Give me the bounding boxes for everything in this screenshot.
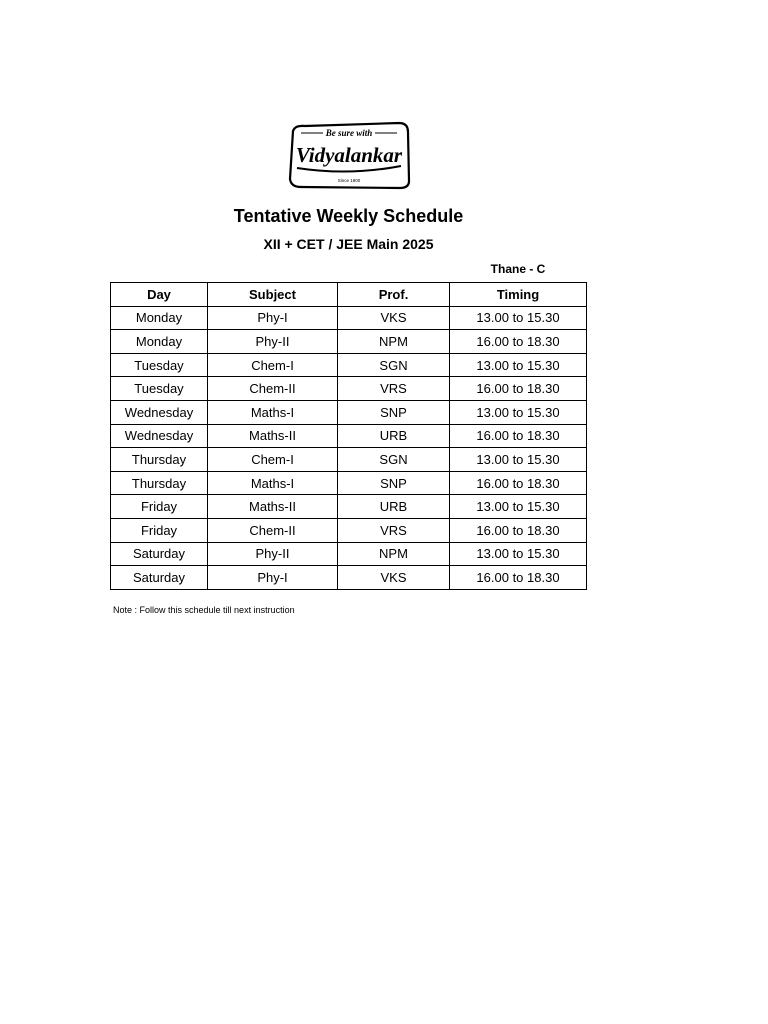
table-row <box>111 400 587 424</box>
cell-timing: 13.00 to 15.30 <box>450 542 587 566</box>
cell-day: Wednesday <box>111 400 208 424</box>
cell-timing: 16.00 to 18.30 <box>450 424 587 448</box>
branch-label: Thane - C <box>490 262 546 276</box>
table-row <box>111 566 587 590</box>
header-prof: Prof. <box>338 283 450 307</box>
cell-timing: 13.00 to 15.30 <box>450 495 587 519</box>
cell-day: Tuesday <box>111 377 208 401</box>
cell-subject: Phy-I <box>208 306 338 330</box>
page-subtitle: XII + CET / JEE Main 2025 <box>263 236 434 252</box>
cell-day: Friday <box>111 518 208 542</box>
cell-subject: Phy-II <box>208 542 338 566</box>
cell-subject: Maths-II <box>208 424 338 448</box>
cell-timing: 16.00 to 18.30 <box>450 471 587 495</box>
cell-prof: NPM <box>338 542 450 566</box>
schedule-table <box>110 282 587 590</box>
cell-prof: SGN <box>338 353 450 377</box>
cell-day: Wednesday <box>111 424 208 448</box>
cell-day: Monday <box>111 330 208 354</box>
cell-subject: Maths-I <box>208 471 338 495</box>
cell-subject: Chem-I <box>208 353 338 377</box>
cell-day: Monday <box>111 306 208 330</box>
cell-timing: 13.00 to 15.30 <box>450 306 587 330</box>
cell-prof: VKS <box>338 306 450 330</box>
cell-day: Thursday <box>111 471 208 495</box>
table-row <box>111 542 587 566</box>
table-row <box>111 424 587 448</box>
cell-prof: SNP <box>338 400 450 424</box>
cell-subject: Phy-II <box>208 330 338 354</box>
table-row <box>111 306 587 330</box>
cell-prof: URB <box>338 424 450 448</box>
cell-subject: Chem-II <box>208 377 338 401</box>
cell-timing: 13.00 to 15.30 <box>450 353 587 377</box>
cell-subject: Phy-I <box>208 566 338 590</box>
cell-subject: Maths-II <box>208 495 338 519</box>
logo-since: Since 1900 <box>337 178 361 183</box>
cell-prof: NPM <box>338 330 450 354</box>
cell-subject: Chem-I <box>208 448 338 472</box>
header-day: Day <box>111 283 208 307</box>
cell-day: Thursday <box>111 448 208 472</box>
cell-prof: VKS <box>338 566 450 590</box>
schedule-note: Note : Follow this schedule till next instruction <box>113 605 295 615</box>
header-subject: Subject <box>208 283 338 307</box>
table-row <box>111 377 587 401</box>
table-row <box>111 353 587 377</box>
cell-timing: 13.00 to 15.30 <box>450 400 587 424</box>
header-timing: Timing <box>450 283 587 307</box>
cell-timing: 13.00 to 15.30 <box>450 448 587 472</box>
cell-prof: VRS <box>338 518 450 542</box>
cell-day: Friday <box>111 495 208 519</box>
table-row <box>111 448 587 472</box>
table-row <box>111 330 587 354</box>
table-row <box>111 471 587 495</box>
cell-day: Tuesday <box>111 353 208 377</box>
table-row <box>111 495 587 519</box>
logo-tagline: Be sure with <box>325 128 373 138</box>
cell-prof: SNP <box>338 471 450 495</box>
page-title: Tentative Weekly Schedule <box>233 206 464 226</box>
cell-timing: 16.00 to 18.30 <box>450 518 587 542</box>
cell-timing: 16.00 to 18.30 <box>450 566 587 590</box>
cell-subject: Chem-II <box>208 518 338 542</box>
cell-prof: SGN <box>338 448 450 472</box>
vidyalankar-logo <box>287 121 411 191</box>
cell-day: Saturday <box>111 566 208 590</box>
cell-prof: VRS <box>338 377 450 401</box>
table-row <box>111 518 587 542</box>
table-header-row <box>111 283 587 307</box>
logo-brand: Vidyalankar <box>295 143 403 167</box>
cell-day: Saturday <box>111 542 208 566</box>
cell-timing: 16.00 to 18.30 <box>450 330 587 354</box>
cell-subject: Maths-I <box>208 400 338 424</box>
cell-prof: URB <box>338 495 450 519</box>
cell-timing: 16.00 to 18.30 <box>450 377 587 401</box>
